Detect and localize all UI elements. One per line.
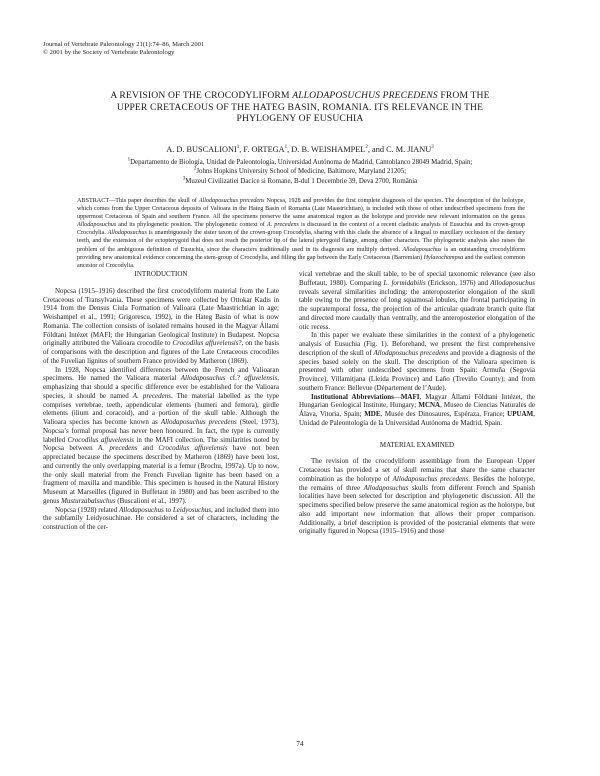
abbrev-term: MCNA [418,401,441,410]
body-text: , Musée des Dinosaures, Espéraza, France; [380,410,508,418]
body-taxon: Allodaposuchus precedens [373,348,449,357]
body-taxon: Allodaposuchus [119,505,164,514]
page-number: 74 [296,740,304,748]
abbrev-heading: Institutional Abbreviations [311,392,394,401]
author-3: , D. B. WEISHAMPEL [287,145,366,154]
body-taxon: Allodaposuchus precedens [392,474,469,483]
body-text: ?, on the basis of comparisons with the description and figures of the Late Cretaceous crocodiles of the Fuvelian lignites of southern France provided by Matheron (1869). [43,339,279,365]
author-1-affil: 1 [236,145,240,151]
affil-text-1: Departamento de Biología, Unidad de Paleontología, Universidad Autónoma de Madrid, Cantoblanco 28049 Madrid, Spain; [130,159,473,166]
affil-marker-3: 3 [182,176,186,182]
title-line-3: PHYLOGENY OF EUSUCHIA [236,113,364,125]
abstract-taxon: Allodaposuchus [402,246,442,253]
title-line-2: UPPER CRETACEOUS OF THE HATEG BASIN, ROMANIA. ITS RELEVANCE IN THE [116,101,484,113]
author-1: A. D. BUSCALIONI [166,145,237,154]
body-taxon: Allodaposuchus precedens [160,418,237,426]
abstract-text: ABSTRACT—This paper describes the skull of [77,198,199,204]
author-2: , F. ORTEGA [239,145,285,154]
affil-text-3: Muzeul Civilizatiei Dacice si Romane, B-dul 1 Decembrie 39, Deva 2700, România [185,177,418,185]
affiliation-2 [40,167,560,176]
body-text: skulls from different French and Spanish localities have been selected for description and phylogenetic discussion. All the specimens specified below preserve the same anatomical region as the holotype, but also add important new information that allows their proper comparison. Additionally, a brief description is provided of the postcranial elements that were originally figured in Nopcsa (1915–1916) and those [299,483,535,536]
right-column [299,270,535,536]
abstract-taxon: Hylaeochampsa [423,254,464,261]
left-column [43,270,279,532]
abstract-text: and the earliest common ancestor of Crocodylia. [77,254,525,269]
body-text: in the MAFI collection. The similarities noted by Nopcsa between [43,435,280,453]
title-text-1a: A REVISION OF THE CROCODYLIFORM [110,90,293,101]
body-text: . The material labelled as the type comprises vertebrae, teeth, appendicular elements (humeri and femora), girdle elements (ilium and coracoid), and a portion of the skull table. Although the Valioara species has become known as [43,391,279,426]
abstract-text: Nopcsa, 1928 and provides the first complete diagnosis of the species. The description of the holotype, which comes from the Upper Cretaceous deposits of Valioara in the Hateg Basin of Romania (Late Maastrichtian), is included with those of other undescribed specimens from the uppermost Cretaceous of Spain and southern France. All the specimens preserve the same anatomical region as the holotype and provide new relevant information on the genus [77,198,526,221]
body-text: Nopcsa (1915–1916) described the first crocodyliform material from the Late Cretaceous of Transylvania. These specimens were collected by Ottokar Kadis in 1914 from the Densus Ciula Formation of Valioara (Late Maastrichtian in age; Weishampel et al., 1991; Grigorescu, 1992), in the Hateg Basin of what is now Romania. The collection consists of isolated remains housed in the Magyar Állami Földtani Intézet (MAFI; the Hungarian Geological Institute) in Budapest. Nopcsa originally attributed the Valioara crocodile to [43,286,279,348]
body-text: — [393,392,401,401]
body-text: have not been appreciated because the specimens described by Matheron (1869) have been lost, and currently the only overlapping material is a femur (Brochu, 1997a). Up to now, the only skull material from the French Fuvelian lignite has been based on a fragment of maxilla and mandible. This specimen is housed in the Natural History Museum at Marseilles (figured in Buffetaut in 1980) and has been ascribed to the genus [43,444,279,505]
intro-paragraph-3 [43,506,279,532]
body-text: and provide a diagnosis of the species based solely on the skull. The description of the Valioara specimen is presented with other undescribed specimens from Spain: Armuña (Segovia Province), Villamitjana (Lleida Province) and Laño (Treviño County); and from southern France: Bellevue (Département de l’Aude). [299,348,536,392]
body-text: In this paper we evaluate these similarities in the context of a phylogenetic analysis of Eusuchia (Fig. 1). Beforehand, we present the first comprehensive description of the skull of [299,331,535,357]
body-text: Nopcsa (1928) related [55,505,120,514]
author-4-affil: 3 [431,145,434,151]
body-taxon: Crocodilus affuvelensis [172,339,239,348]
author-list [40,145,560,155]
body-text: vical vertebrae and the skull table, to be of special taxonomic relevance (see also Buffetaut, 1980). Comparing [299,270,535,287]
abstract-text: is unambiguously the sister taxon of the crown-group Crocodylia, sharing with this clade the absence of a lingual to maxillary occlusion of the dentary teeth, and the extension of the ectopterygoid that does not reach the posterior tip of the lateral pterygoid flange, among other characters. The phylogenetic analysis also raises the problem of the ambiguous definition of Eusuchia, since the characters traditionally used in its diagnosis are multiply derived. [77,230,526,253]
body-text: , Magyar Állami Földtani Intézet, the Hungarian Geological Institute, Hungary; [299,392,535,410]
body-text: reveals several similarities including: the anteroposterior elongation of the skull table owing to the presence of long squamosal lobules, the frontal participating in the supratemporal fossa, the projection of the articular quadrate branch quite flat and directed more caudally than ventrally, and the anteroposterior elongation of the otic recess. [299,287,535,331]
abstract-taxon: Allodaposuchus [77,222,117,229]
body-taxon: A. precedens [98,444,138,453]
body-text: The revision of the crocodyliform assemblage from the European Upper Cretaceous has provided a set of skull remains that share the same character combination as the holotype of [299,457,535,483]
journal-citation: Journal of Vertebrate Paleontology 21(1):74–86, March 2001 [43,41,205,48]
affil-text-2: Johns Hopkins University School of Medicine, Baltimore, Maryland 21205; [196,168,407,176]
author-2-affil: 1 [284,145,288,151]
affiliations [40,158,560,186]
body-taxon: Crocodilus affuvelensis [158,444,228,453]
abstract-text: is discussed in the context of a recent cladistic analysis of Eusuchia and its crown-group Crocodylia. [77,222,525,237]
abstract-taxon: A. precedens [266,222,299,229]
body-taxon: Musturzabalsuchus [61,496,116,505]
abstract-text: is an outstanding crocodyliform providing new anatomical evidence concerning the stem-group of Crocodylia, and filling the gap between the Early Cretaceous (Barremian) [77,246,525,261]
introduction-heading: INTRODUCTION [134,270,188,278]
intro-paragraph-2 [43,366,279,506]
abbrev-term: MAFI [400,392,420,401]
body-taxon: Allodaposuchus [363,483,409,492]
abstract-taxon: Allodaposuchus precedens [198,198,265,204]
right-paragraph-2 [299,331,535,392]
body-taxon: Allodaposuchus [180,374,226,383]
title-text-1b: FROM THE [437,90,490,101]
journal-header [43,41,204,57]
abstract-text: and its phylogenetic position. The phylogenetic context of [116,222,267,229]
body-taxon: Crocodilus affuvelensis [67,435,134,444]
body-text: (Buscalioni et al., 1997). [115,496,187,505]
affiliation-1 [40,158,560,167]
body-text: , emphasizing that should a specific difference ever be established for the Valioara species, it should be named [43,374,279,400]
body-text: , Unidad de Paleontología de la Universidad Autónoma de Madrid, Spain. [299,410,535,427]
abstract [77,197,525,270]
body-text: (Erickson, 1976) and [425,278,491,287]
affiliation-3 [40,177,560,186]
body-taxon: Allodaposuchus [490,278,535,287]
material-examined-heading: MATERIAL EXAMINED [379,440,455,449]
intro-paragraph-1 [43,287,279,366]
institutional-abbreviations [299,393,535,428]
right-paragraph-4 [299,457,535,536]
title-taxon: ALLODAPOSUCHUS PRECEDENS [292,90,438,101]
affil-marker-2: 2 [193,167,197,173]
body-text: to [163,505,173,514]
body-taxon: A. precedens [132,391,171,400]
abstract-taxon: Allodaposuchus [107,230,147,237]
copyright-line: © 2001 by the Society of Vertebrate Paleontology [43,49,175,57]
author-3-affil: 2 [365,145,368,151]
body-text: cf.? [225,374,245,383]
body-text: (Steel, 1973), Nopcsa’s formal proposal has never been honoured. In fact, the type is currently labelled [43,418,279,444]
body-text: and [137,444,159,453]
author-4: , and C. M. JIANU [367,145,432,154]
body-taxon: L. formidabilis [383,278,426,287]
abbrev-term: UPUAM [507,410,534,418]
right-paragraph-1 [299,270,535,331]
article-title [40,90,560,125]
body-taxon: affuvelensis [244,374,278,383]
body-text: , Museo de Ciencias Naturales de Álava, Vitoria, Spain; [299,401,535,418]
affil-marker-1: 1 [127,157,131,163]
body-taxon: Leidyosuchus [172,505,211,514]
body-text: , and included them into the subfamily Leidyosuchinae. He considered a set of characters, including the construction of the cer- [43,505,279,531]
abbrev-term: MDE [364,410,381,418]
body-text: In 1928, Nopcsa identified differences between the French and Valioaran specimens. He named the Valioara material [43,365,279,383]
body-text: . Besides the holotype, the remains of three [299,474,535,492]
